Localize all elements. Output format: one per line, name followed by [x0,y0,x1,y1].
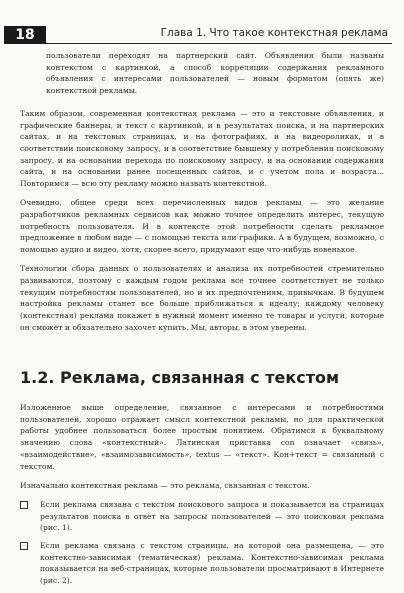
checkbox-bullet-icon [20,501,28,509]
section-heading: 1.2. Реклама, связанная с текстом [20,368,340,387]
bullet-text: Если реклама связана с текстом поискового запроса и показывается на страницах результатов поиска в ответ на запросы пользователей — это поисковая реклама (рис. 1). [40,499,384,533]
page-number: 18 [4,26,46,44]
paragraph-1: Таким образом, современная контекстная реклама — это и текстовые объявления, и графические баннеры, и текст с картинкой, и в результатах поиска, и на партнерских сайтах, и на текстовых страницах, и на фотографиях, и на видеороликах, и в соответствии поисковому запросу, и в соответствие бывшему у потребления поисковому запросу, и на основании перехода по поисковому запросу, и на основании содержания сайта, и на основании ранее посещенных сайтов, и с учетом пола и возраста... Повторимся — всю эту рекламу можно назвать контекстной. [20,108,384,189]
section-paragraph-2: Изначально контекстная реклама — это реклама, связанная с текстом. [20,480,310,490]
bullet-list [20,499,384,587]
paragraph-2: Очевидно, общее среди всех перечисленных видов рекламы — это желание разработчиков рекламных сервисов как можно точнее определить интерес, текущую потребность пользователя. И в контексте этой потребности сделать рекламное предложение в любом виде — с помощью текста или графики. А в будущем, возможно, с помощью аудио и видео, хотя, скорее всего, придумают еще что-нибудь новенькое. [20,198,384,255]
body-text [20,50,384,341]
bullet-text: Если реклама связана с текстом страницы, на которой она размещена, — это контекстно-зависимая (тематическая) реклама. Контекстно-зависимая реклама показывается на веб-страницах, которые пользователи просматривают в Интернете (рис. 2). [40,541,384,586]
paragraph-3: Технологии сбора данных о пользователях и анализа их потребностей стремительно развиваются, поэтому с каждым годом реклама все точнее соответствует не только текущим потребностям пользователей, но и их предпочтениям, привычкам. В будущем настройка рекламы станет все больше приближаться к идеалу; каждому человеку (контекстная) реклама покажет в нужный момент именно те товары и услуги, которые он сможет и обязательно захочет купить. Мы, авторы, в этом уверены. [20,264,384,332]
bullet-item [20,499,384,534]
checkbox-bullet-icon [20,542,28,550]
chapter-title: Глава 1. Что такое контекстная реклама [160,27,388,39]
section-body [20,402,384,593]
intro-paragraph: пользователи переходят на партнерский сайт. Объявления были названы контекстом с картинкой, а способ корреляции содержания рекламного объявления с интересами пользователей — новым форматом (опять же) контекстной рекламы. [46,51,384,96]
section-paragraph-1: Изложенное выше определение, связанное с интересами и потребностями пользователей, хорошо отражает смысл контекстной рекламы, но для практической работы удобнее пользоваться более простым понятием. Обратимся к буквальному значению слова «контекстный». Латинская приставка con означает «связь», «взаимодействие», «взаимозависимость», textus — «текст». Кон+текст = связанный с текстом. [20,403,384,471]
header-rule [46,43,392,44]
bullet-item [20,540,384,587]
page-header [0,0,404,44]
